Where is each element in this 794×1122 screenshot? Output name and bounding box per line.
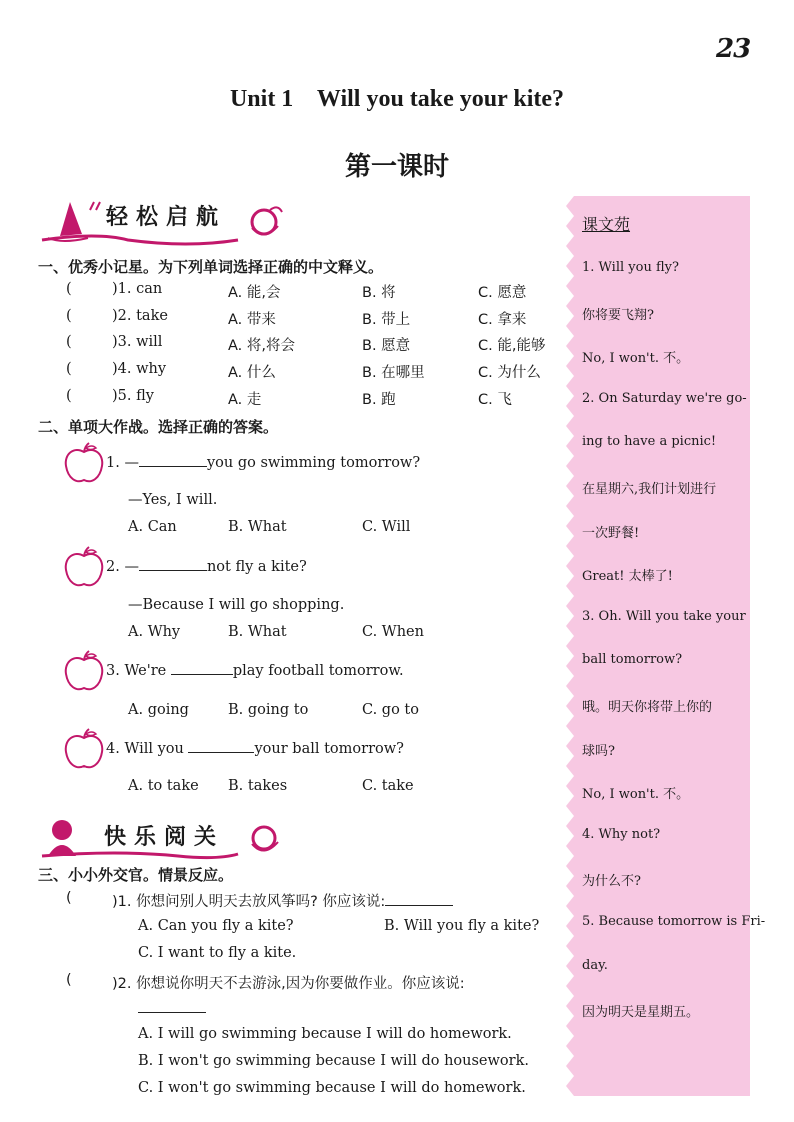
sidebar-line: 在星期六,我们计划进行 [582, 482, 717, 497]
q1-answer-blank[interactable] [385, 893, 453, 906]
option-c: C. 拿来 [478, 312, 527, 328]
q2-answer-blank[interactable] [138, 1012, 206, 1013]
option-a: A. Why [128, 624, 181, 640]
option-a: A. 走 [228, 392, 262, 408]
option-b: B. What [228, 519, 287, 535]
question-text: not fly a kite? [206, 559, 307, 575]
response-line: —Yes, I will. [128, 492, 218, 508]
row-paren: ( [66, 334, 72, 350]
option-c: C. 能,能够 [478, 338, 546, 354]
option-b: B. takes [228, 778, 288, 794]
question-text: your ball tomorrow? [254, 741, 404, 757]
question-text: play football tomorrow. [232, 663, 404, 679]
page-number: 23 [716, 34, 751, 64]
sidebar-panel [574, 196, 766, 1096]
section-2-heading: 二、单项大作战。选择正确的答案。 [38, 418, 279, 436]
answer-blank[interactable] [139, 558, 207, 571]
lesson-subtitle: 第一课时 [344, 152, 449, 182]
row-paren: ( [66, 281, 72, 297]
answer-blank[interactable] [188, 740, 254, 753]
apple-icon [62, 546, 106, 594]
option-c: C. take [362, 778, 414, 794]
question-2 [106, 558, 307, 575]
question-3 [106, 662, 404, 679]
option-a: A. 将,将会 [228, 338, 295, 354]
banner-2-label: 快乐阅关 [104, 824, 225, 850]
option-c: C. go to [362, 702, 419, 718]
sidebar-line: day. [582, 957, 608, 973]
option-a: A. Can [128, 519, 177, 535]
option-a: A. to take [128, 778, 199, 794]
option-c: C. 愿意 [478, 285, 527, 301]
q2-option-b: B. I won't go swimming because I will do housework. [138, 1053, 529, 1069]
sidebar-line: 你将要飞翔? [582, 307, 654, 323]
sidebar-line: 5. Because tomorrow is Fri- [582, 914, 766, 929]
option-a: A. 能,会 [228, 285, 281, 301]
sidebar-line: 3. Oh. Will you take your [582, 608, 746, 624]
sidebar-line: 因为明天是星期五。 [582, 1005, 700, 1021]
q2-option-c: C. I won't go swimming because I will do homework. [138, 1080, 526, 1096]
sidebar-line: 为什么不? [582, 874, 641, 890]
apple-icon [62, 442, 106, 490]
response-line: —Because I will go shopping. [128, 597, 345, 613]
option-a: A. 带来 [228, 312, 276, 328]
sidebar-line: ing to have a picnic! [582, 434, 717, 450]
answer-blank[interactable] [171, 662, 233, 675]
word-item: )4. why [112, 361, 167, 377]
option-b: B. What [228, 624, 287, 640]
q1-option-c: C. I want to fly a kite. [138, 945, 297, 961]
sidebar-line: 4. Why not? [582, 826, 661, 842]
apple-icon [62, 650, 106, 698]
q1-text [112, 890, 453, 911]
question-text: you go swimming tomorrow? [206, 455, 421, 471]
page-title: Unit 1 Will you take your kite? [229, 86, 565, 112]
question-4 [106, 740, 404, 757]
word-item: )1. can [112, 281, 163, 297]
sidebar-line: 2. On Saturday we're go- [582, 390, 747, 406]
question-1 [106, 454, 420, 471]
row-paren: ( [66, 361, 72, 377]
option-a: A. going [128, 702, 189, 718]
option-b: B. 将 [362, 285, 396, 301]
option-b: B. 在哪里 [362, 365, 425, 381]
option-b: B. going to [228, 702, 309, 718]
answer-blank[interactable] [139, 454, 207, 467]
sidebar-line: 一次野餐! [582, 525, 640, 541]
word-item: )2. take [112, 308, 168, 324]
q1-paren: ( [66, 890, 72, 906]
q1-option-a: A. Can you fly a kite? [138, 918, 294, 934]
option-c: C. When [362, 624, 424, 640]
answer-slot[interactable] [74, 283, 108, 299]
sidebar-line: No, I won't. 不。 [582, 787, 690, 803]
answer-slot[interactable] [74, 310, 108, 326]
word-item: )5. fly [112, 388, 154, 404]
question-prefix: 4. Will you [106, 741, 189, 757]
answer-slot[interactable] [74, 390, 108, 406]
row-paren: ( [66, 308, 72, 324]
option-c: C. 为什么 [478, 365, 541, 381]
option-c: C. Will [362, 519, 411, 535]
banner-1-label: 轻松启航 [106, 204, 227, 230]
banner-section-1 [38, 196, 288, 248]
answer-slot[interactable] [74, 336, 108, 352]
sidebar-heading: 课文苑 [582, 215, 631, 234]
sidebar-line: ball tomorrow? [582, 652, 683, 668]
q1-option-b: B. Will you fly a kite? [384, 918, 540, 934]
question-prefix: 3. We're [106, 663, 171, 679]
sidebar-line: Great! 太棒了! [582, 569, 673, 585]
sidebar-line: 1. Will you fly? [582, 260, 679, 275]
option-b: B. 跑 [362, 392, 396, 408]
q2-prompt: )2. 你想说你明天不去游泳,因为你要做作业。你应该说: [112, 976, 465, 992]
apple-icon [62, 728, 106, 776]
q2-option-a: A. I will go swimming because I will do homework. [138, 1026, 512, 1042]
sidebar-edge-decoration [566, 196, 574, 1096]
question-prefix: 2. — [106, 559, 139, 575]
option-b: B. 愿意 [362, 338, 411, 354]
option-c: C. 飞 [478, 392, 512, 408]
option-b: B. 带上 [362, 312, 411, 328]
answer-slot[interactable] [74, 363, 108, 379]
question-prefix: 1. — [106, 455, 139, 471]
q2-paren: ( [66, 972, 72, 988]
section-3-heading: 三、小小外交官。情景反应。 [38, 866, 234, 884]
word-item: )3. will [112, 334, 163, 350]
banner-section-3 [38, 816, 288, 860]
sidebar-line: No, I won't. 不。 [582, 351, 690, 367]
q1-prompt: )1. 你想问别人明天去放风筝吗? 你应该说: [112, 894, 386, 910]
sidebar-line: 哦。明天你将带上你的 [582, 700, 713, 715]
sidebar-line: 球吗? [582, 743, 615, 759]
section-1-heading: 一、优秀小记星。为下列单词选择正确的中文释义。 [38, 258, 384, 276]
option-a: A. 什么 [228, 365, 276, 381]
row-paren: ( [66, 388, 72, 404]
